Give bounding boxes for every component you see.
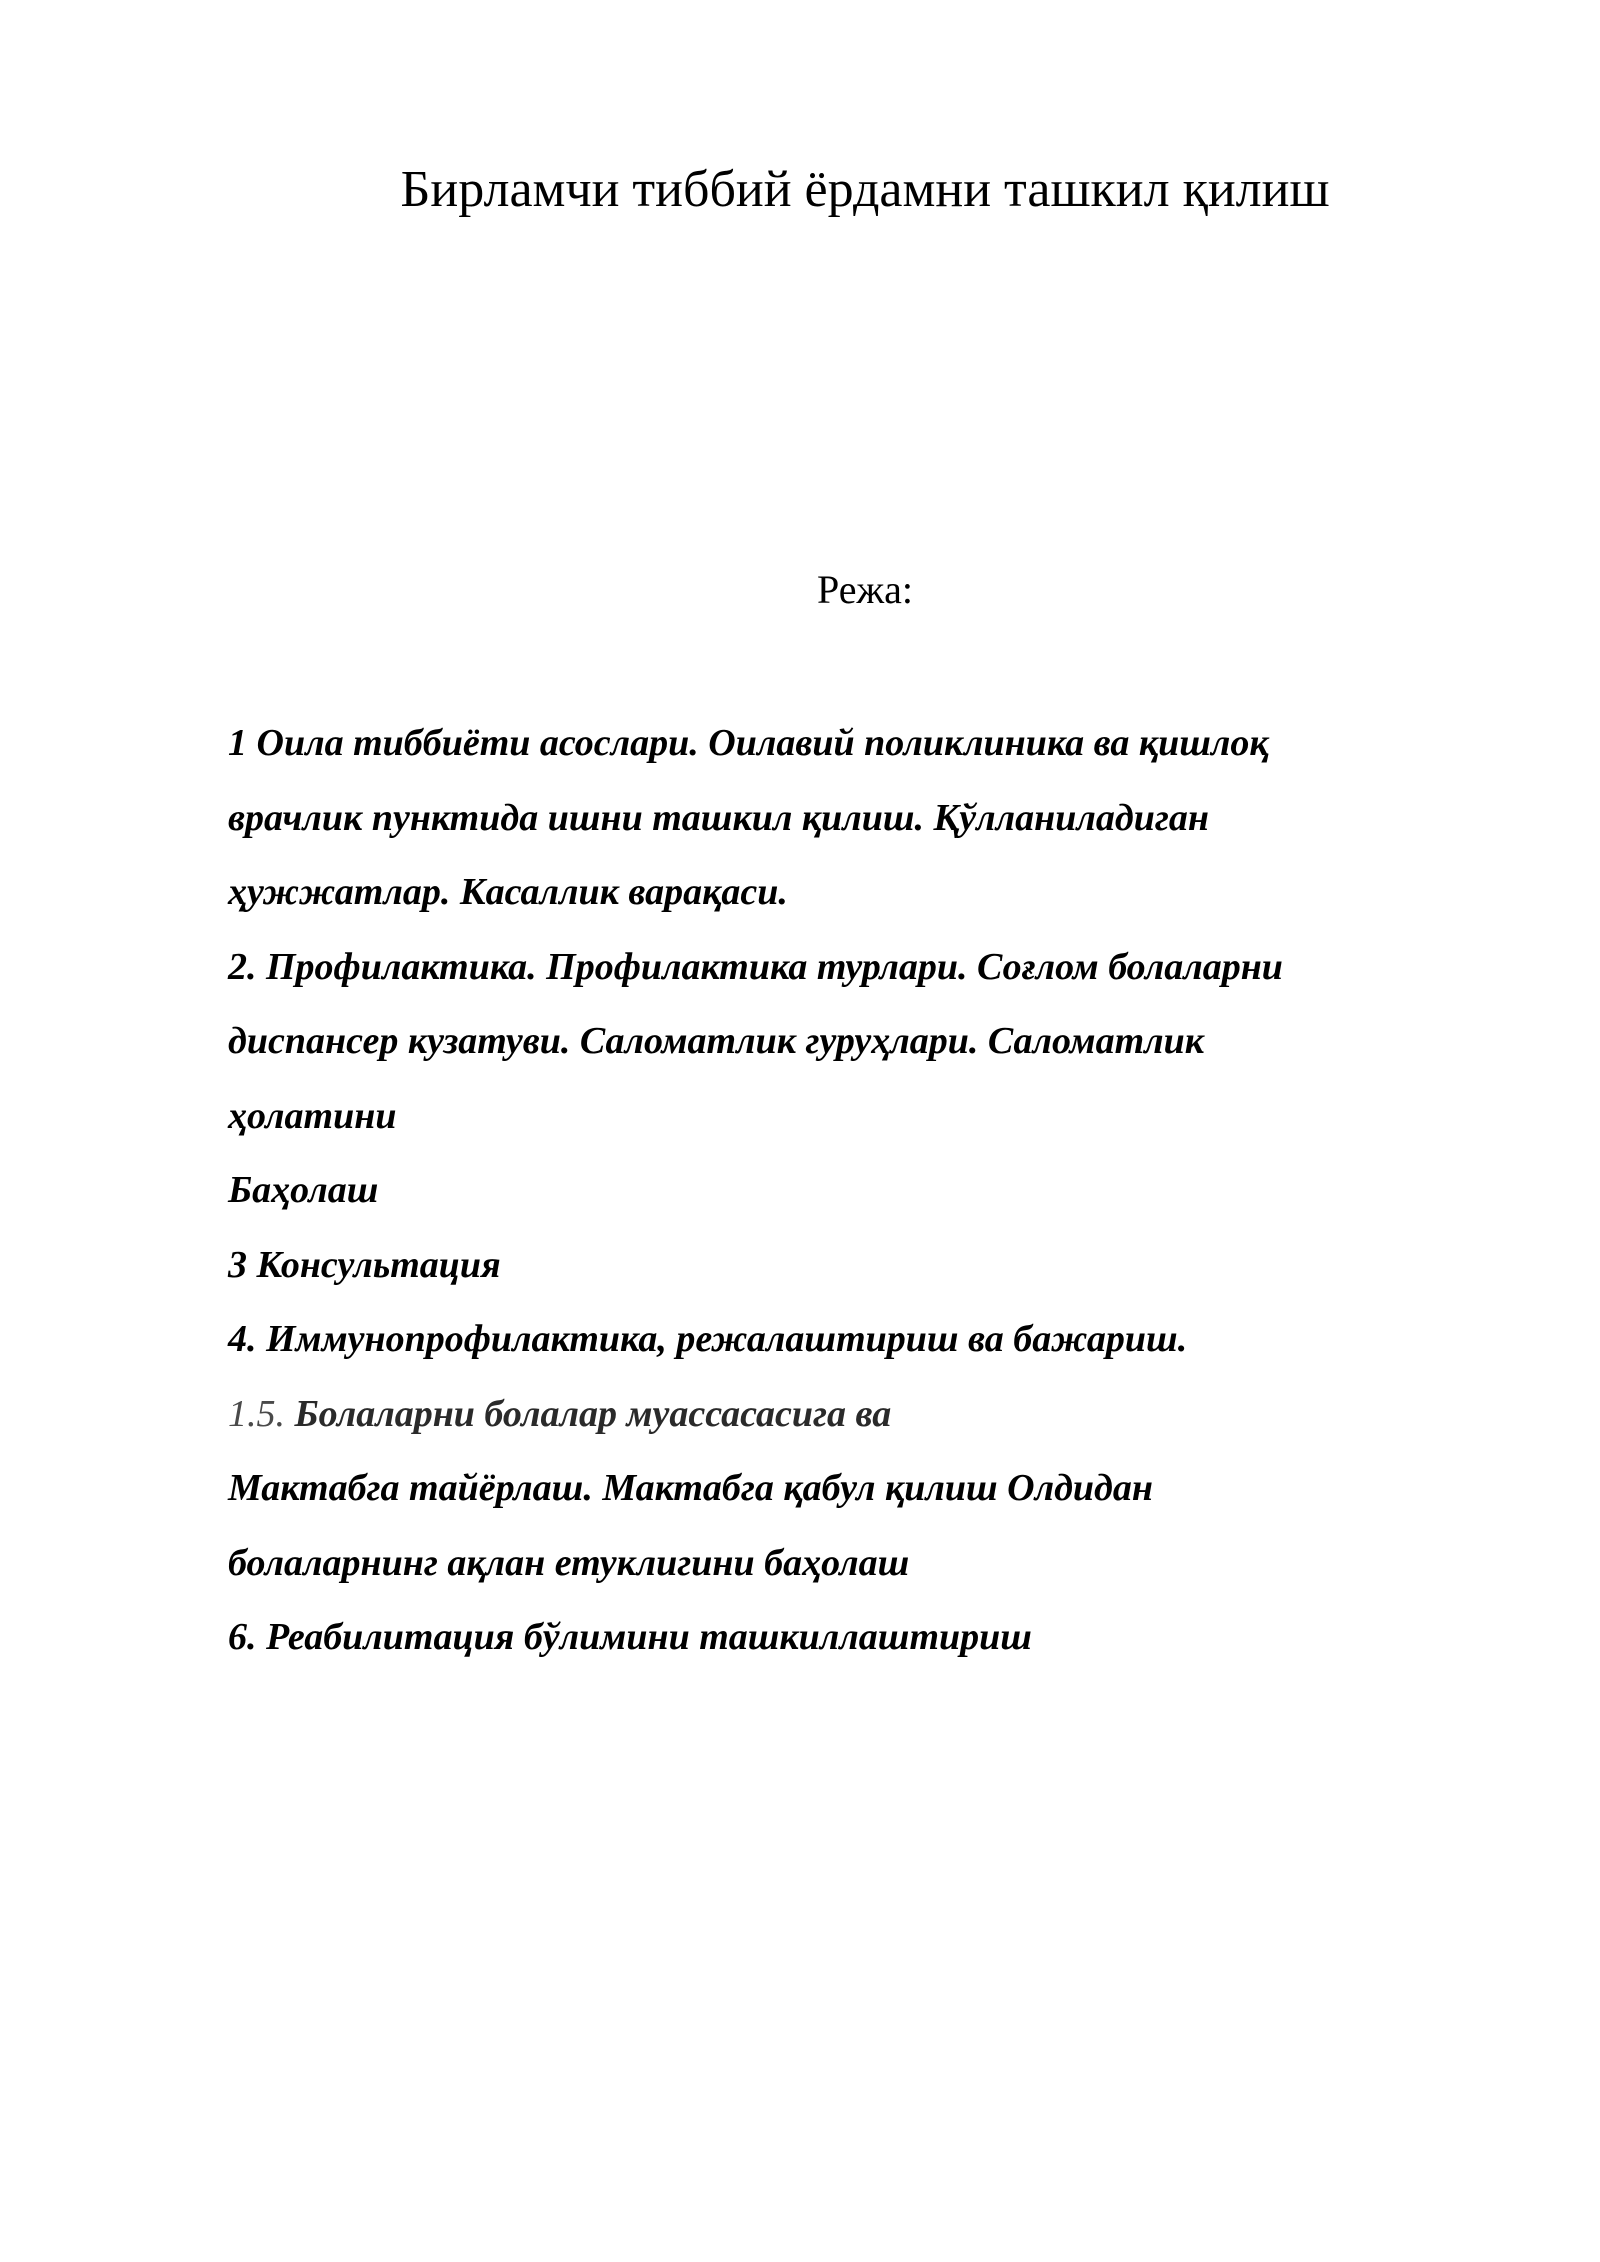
plan-line-3: ҳужжатлар. Касаллик варақаси. bbox=[228, 871, 788, 913]
plan-line-6: ҳолатини bbox=[228, 1094, 397, 1137]
plan-line-7: Баҳолаш bbox=[228, 1169, 379, 1211]
plan-line-10 bbox=[228, 1377, 1488, 1452]
plan-heading: Режа: bbox=[817, 567, 913, 612]
document-title: Бирламчи тиббий ёрдамни ташкил қилиш bbox=[400, 161, 1330, 218]
plan-line-11: Мактабга тайёрлаш. Мактабга қабул қилиш Олдидан bbox=[228, 1467, 1154, 1509]
plan-line-8: 3 Консультация bbox=[228, 1243, 501, 1286]
plan-item-number: 1.5. bbox=[228, 1392, 285, 1435]
plan-line-2: врачлик пунктида ишни ташкил қилиш. Қўлланиладиган bbox=[228, 796, 1210, 839]
plan-list bbox=[228, 706, 1488, 1675]
plan-line-4: 2. Профилактика. Профилактика турлари. Соғлом болаларни bbox=[228, 945, 1283, 988]
plan-line-12: болаларнинг ақлан етуклигини баҳолаш bbox=[228, 1541, 910, 1584]
plan-line-5: диспансер кузатуви. Саломатлик гуруҳлари. Саломатлик bbox=[228, 1020, 1205, 1062]
plan-line-10-text: Болаларни болалар муассасасига ва bbox=[285, 1392, 892, 1435]
plan-line-13: 6. Реабилитация бўлимини ташкиллаштириш bbox=[228, 1616, 1032, 1658]
plan-line-1: 1 Оила тиббиёти асослари. Оилавий поликлиника ва қишлоқ bbox=[228, 722, 1269, 764]
plan-line-9: 4. Иммунопрофилактика, режалаштириш ва бажариш. bbox=[228, 1318, 1188, 1360]
